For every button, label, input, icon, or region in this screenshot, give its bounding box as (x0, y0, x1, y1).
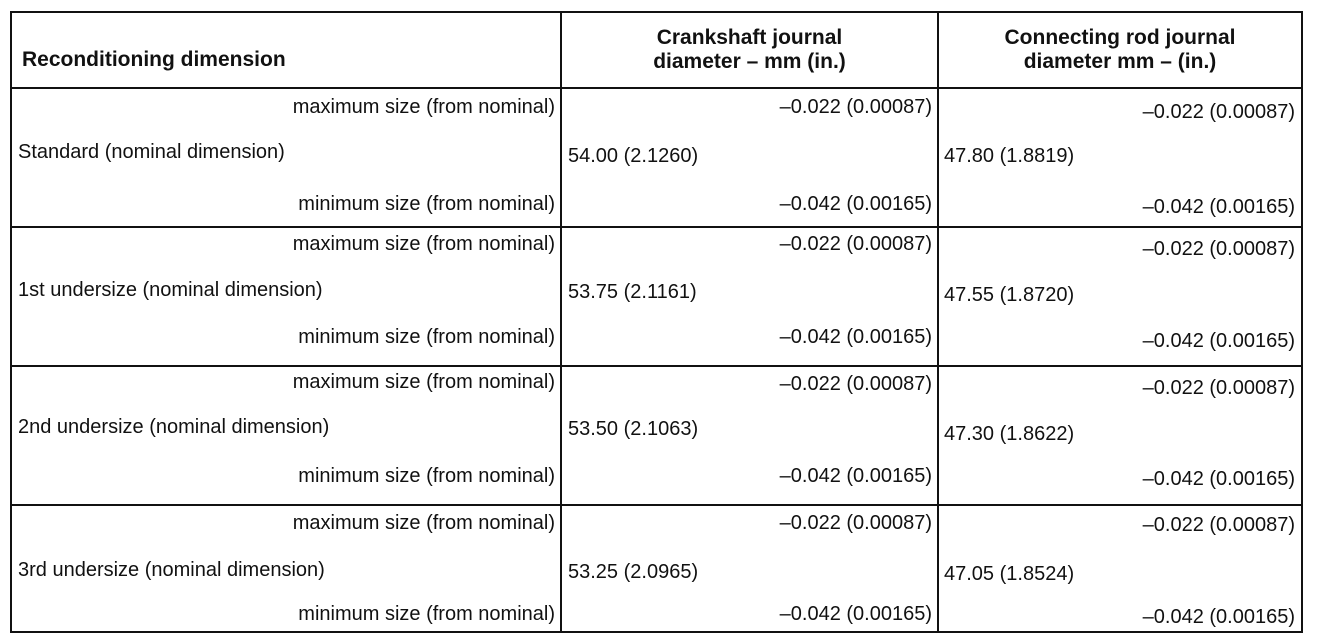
crank-max-value: –0.022 (0.00087) (779, 96, 932, 118)
row-label: 3rd undersize (nominal dimension) (18, 559, 325, 581)
rod-max-value: –0.022 (0.00087) (1142, 238, 1295, 260)
rod-min-value: –0.042 (0.00165) (1142, 606, 1295, 628)
reconditioning-table (10, 11, 1303, 633)
crank-max-value: –0.022 (0.00087) (779, 512, 932, 534)
header-crankshaft-journal-text: Crankshaft journal diameter – mm (in.) (653, 26, 846, 73)
min-size-label: minimum size (from nominal) (298, 326, 555, 348)
table-row-group (12, 228, 1301, 367)
rod-nominal-value: 47.30 (1.8622) (944, 423, 1075, 445)
row-label: Standard (nominal dimension) (18, 141, 285, 163)
row-label: 2nd undersize (nominal dimension) (18, 416, 330, 438)
crank-min-value: –0.042 (0.00165) (779, 193, 932, 215)
crank-nominal-value: 53.50 (2.1063) (568, 418, 699, 440)
min-size-label: minimum size (from nominal) (298, 193, 555, 215)
crank-min-value: –0.042 (0.00165) (779, 603, 932, 625)
table-row-group (12, 89, 1301, 228)
rod-min-value: –0.042 (0.00165) (1142, 196, 1295, 218)
crank-nominal-value: 53.75 (2.1161) (568, 281, 697, 303)
max-size-label: maximum size (from nominal) (292, 96, 555, 118)
table-header (12, 13, 1301, 89)
rod-nominal-value: 47.05 (1.8524) (944, 563, 1075, 585)
rod-max-value: –0.022 (0.00087) (1142, 101, 1295, 123)
header-reconditioning-dimension: Reconditioning dimension (22, 48, 286, 71)
crank-max-value: –0.022 (0.00087) (779, 233, 932, 255)
header-crankshaft-journal (562, 13, 937, 87)
table-row-group (12, 367, 1301, 506)
max-size-label: maximum size (from nominal) (292, 512, 555, 534)
min-size-label: minimum size (from nominal) (298, 603, 555, 625)
max-size-label: maximum size (from nominal) (292, 233, 555, 255)
rod-min-value: –0.042 (0.00165) (1142, 330, 1295, 352)
rod-max-value: –0.022 (0.00087) (1142, 377, 1295, 399)
min-size-label: minimum size (from nominal) (298, 465, 555, 487)
row-label: 1st undersize (nominal dimension) (18, 279, 323, 301)
rod-nominal-value: 47.55 (1.8720) (944, 284, 1075, 306)
crank-nominal-value: 53.25 (2.0965) (568, 561, 699, 583)
crank-max-value: –0.022 (0.00087) (779, 373, 932, 395)
header-connecting-rod-journal (939, 13, 1301, 87)
crank-min-value: –0.042 (0.00165) (779, 465, 932, 487)
header-connecting-rod-journal-text: Connecting rod journal diameter mm – (in.) (1004, 26, 1236, 73)
rod-max-value: –0.022 (0.00087) (1142, 514, 1295, 536)
rod-nominal-value: 47.80 (1.8819) (944, 145, 1075, 167)
rod-min-value: –0.042 (0.00165) (1142, 468, 1295, 490)
table-row-group (12, 506, 1301, 631)
crank-min-value: –0.042 (0.00165) (779, 326, 932, 348)
max-size-label: maximum size (from nominal) (292, 371, 555, 393)
crank-nominal-value: 54.00 (2.1260) (568, 145, 699, 167)
